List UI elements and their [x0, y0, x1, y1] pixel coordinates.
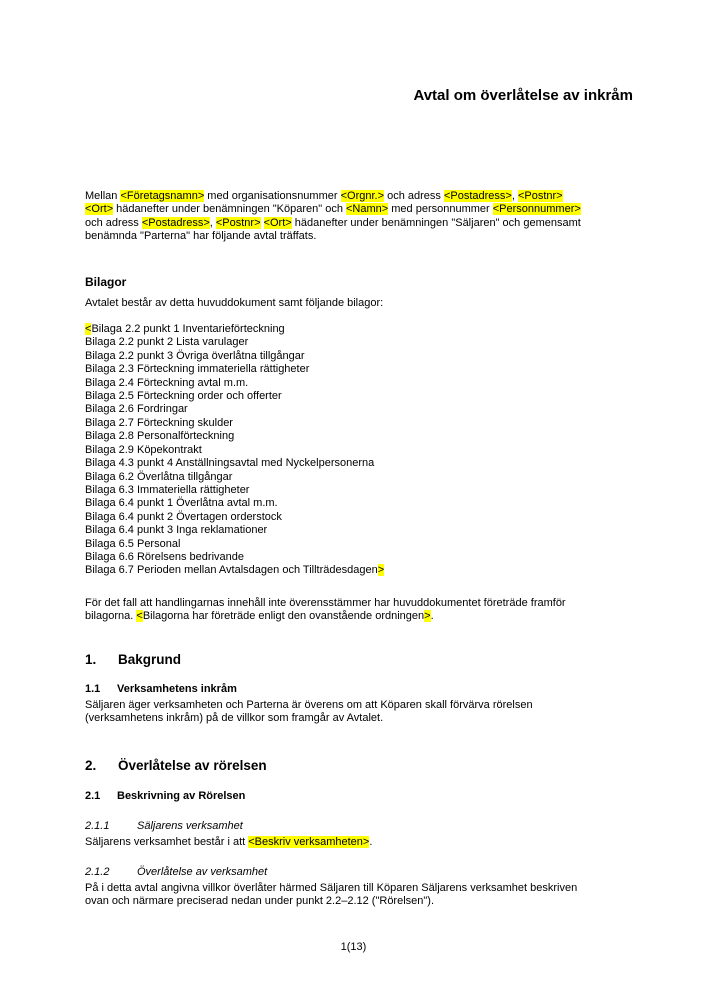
- bilaga-list-item: [85, 444, 633, 457]
- section-2-1-1-title: Säljarens verksamhet: [137, 820, 243, 833]
- bilaga-list-item: [85, 538, 633, 551]
- text-segment: ovan och närmare preciserad nedan under punkt 2.2–2.12 ("Rörelsen").: [85, 895, 435, 908]
- text-segment: För det fall att handlingarnas innehåll inte överensstämmer har huvuddokumentet företräde framför: [85, 596, 566, 609]
- text-segment: benämnda "Parterna" har följande avtal träffats.: [85, 230, 317, 243]
- bilaga-list-item: [85, 336, 633, 349]
- section-2-1-title: Beskrivning av Rörelsen: [117, 790, 246, 803]
- text-segment: Bilaga 2.9 Köpekontrakt: [85, 443, 202, 456]
- section-2-1-1-number: 2.1.1: [85, 820, 110, 833]
- bilagor-heading: Bilagor: [85, 274, 127, 289]
- bilaga-list-item: [85, 471, 633, 484]
- text-segment: Bilaga 6.4 punkt 1 Överlåtna avtal m.m.: [85, 497, 278, 510]
- bilaga-list-item: [85, 350, 633, 363]
- placeholder-highlight: <Beskriv verksamheten>: [248, 836, 370, 849]
- priority-paragraph: [85, 597, 633, 624]
- text-segment: Bilaga 6.4 punkt 2 Övertagen orderstock: [85, 510, 282, 523]
- bilaga-list-item: [85, 484, 633, 497]
- text-segment: (verksamhetens inkråm) på de villkor som framgår av Avtalet.: [85, 711, 384, 724]
- text-segment: Bilaga 2.4 Förteckning avtal m.m.: [85, 376, 249, 389]
- text-segment: Bilaga 2.7 Förteckning skulder: [85, 416, 233, 429]
- section-1-1-heading: [85, 682, 633, 696]
- placeholder-highlight: <Postnr>: [215, 216, 261, 229]
- section-2-1-heading: [85, 789, 633, 803]
- bilaga-list-item: [85, 323, 633, 336]
- text-segment: .: [430, 610, 434, 623]
- text-segment: och adress: [85, 216, 142, 229]
- text-segment: och adress: [384, 190, 444, 202]
- section-2-1-2-body: [85, 882, 633, 909]
- placeholder-highlight: <Företagsnamn>: [120, 190, 205, 202]
- text-segment: Bilaga 6.3 Immateriella rättigheter: [85, 483, 250, 496]
- text-segment: Bilaga 2.2 punkt 3 Övriga överlåtna tillgångar: [85, 349, 305, 362]
- placeholder-highlight: <Ort>: [85, 203, 114, 216]
- text-line: [85, 610, 633, 623]
- text-segment: med organisationsnummer: [204, 190, 341, 202]
- text-segment: På i detta avtal angivna villkor överlåter härmed Säljaren till Köparen Säljarens verksamhet beskriven: [85, 881, 578, 894]
- placeholder-highlight: <Personnummer>: [492, 203, 581, 216]
- section-2-1-2-heading: [85, 865, 633, 879]
- section-1-number: 1.: [85, 651, 97, 667]
- text-line: [85, 882, 633, 895]
- document-content: [85, 0, 633, 909]
- text-segment: Bilagorna har företräde enligt den ovanstående ordningen: [142, 610, 425, 623]
- text-segment: ,: [511, 190, 518, 202]
- section-1-title: Bakgrund: [118, 651, 182, 667]
- placeholder-highlight: <Postnr>: [517, 190, 563, 202]
- text-segment: ,: [209, 216, 216, 229]
- section-2-1-2-title: Överlåtelse av verksamhet: [137, 865, 268, 878]
- section-2-1-1-heading: [85, 819, 633, 833]
- text-segment: Bilaga 2.6 Fordringar: [85, 403, 188, 416]
- text-segment: Säljarens verksamhet består i att: [85, 836, 249, 849]
- intro-paragraph: [85, 190, 633, 244]
- placeholder-highlight: <Orgnr.>: [340, 190, 385, 202]
- text-segment: Bilaga 6.5 Personal: [85, 537, 181, 550]
- text-segment: hädanefter under benämningen "Köparen" och: [113, 203, 346, 216]
- bilaga-list-item: [85, 403, 633, 416]
- placeholder-highlight: <Postadress>: [141, 216, 210, 229]
- bilaga-list-item: [85, 551, 633, 564]
- text-segment: Bilaga 6.7 Perioden mellan Avtalsdagen och Tillträdesdagen: [85, 564, 378, 577]
- bilagor-list: [85, 323, 633, 578]
- text-segment: Mellan: [85, 190, 121, 202]
- bilaga-list-item: [85, 390, 633, 403]
- placeholder-highlight: <: [136, 610, 143, 623]
- section-1-1-title: Verksamhetens inkråm: [117, 682, 237, 695]
- text-line: [85, 230, 633, 243]
- placeholder-highlight: <: [85, 323, 92, 336]
- section-2-heading: [85, 757, 633, 774]
- section-1-1-body: [85, 699, 633, 726]
- text-segment: Bilaga 2.8 Personalförteckning: [85, 430, 235, 443]
- placeholder-highlight: >: [377, 564, 385, 577]
- text-segment: Bilaga 2.3 Förteckning immateriella rättigheter: [85, 363, 310, 376]
- text-segment: Säljaren äger verksamheten och Parterna är överens om att Köparen skall förvärva rörelsen: [85, 698, 533, 711]
- text-segment: Bilaga 6.2 Överlåtna tillgångar: [85, 470, 233, 483]
- section-2-1-1-body: [85, 836, 633, 849]
- section-2-title: Överlåtelse av rörelsen: [118, 758, 267, 774]
- text-segment: Bilaga 6.6 Rörelsens bedrivande: [85, 550, 244, 563]
- text-line: [85, 597, 633, 610]
- section-1-1-number: 1.1: [85, 682, 101, 695]
- placeholder-highlight: <Namn>: [346, 203, 389, 216]
- text-line: [85, 190, 633, 203]
- text-segment: hädanefter under benämningen "Säljaren" och gemensamt: [291, 216, 581, 229]
- placeholder-highlight: <Ort>: [263, 216, 292, 229]
- bilaga-list-item: [85, 511, 633, 524]
- document-title: Avtal om överlåtelse av inkråm: [413, 87, 633, 104]
- section-2-1-2-number: 2.1.2: [85, 865, 110, 878]
- text-line: [85, 203, 633, 216]
- section-2-number: 2.: [85, 758, 97, 774]
- bilaga-list-item: [85, 417, 633, 430]
- bilaga-list-item: [85, 564, 633, 577]
- page-number: 1(13): [340, 941, 367, 953]
- text-segment: Bilaga 2.2 punkt 2 Lista varulager: [85, 336, 249, 349]
- placeholder-highlight: >: [424, 610, 431, 623]
- placeholder-highlight: <Postadress>: [443, 190, 512, 202]
- bilaga-list-item: [85, 430, 633, 443]
- text-segment: .: [369, 836, 373, 849]
- text-line: [85, 217, 633, 230]
- section-2-1-number: 2.1: [85, 790, 101, 803]
- text-segment: Bilaga 2.5 Förteckning order och offerter: [85, 390, 282, 403]
- text-line: [85, 836, 633, 849]
- text-segment: med personnummer: [388, 203, 493, 216]
- text-line: [85, 895, 633, 908]
- text-segment: Bilaga 4.3 punkt 4 Anställningsavtal med Nyckelpersonerna: [85, 457, 375, 470]
- text-segment: bilagorna.: [85, 610, 137, 623]
- text-line: [85, 699, 633, 712]
- bilaga-list-item: [85, 377, 633, 390]
- bilagor-intro: Avtalet består av detta huvuddokument samt följande bilagor:: [85, 296, 384, 309]
- text-segment: Bilaga 6.4 punkt 3 Inga reklamationer: [85, 524, 268, 537]
- bilaga-list-item: [85, 524, 633, 537]
- text-segment: Bilaga 2.2 punkt 1 Inventarieförteckning: [91, 323, 285, 336]
- section-1-heading: [85, 651, 633, 668]
- text-line: [85, 712, 633, 725]
- bilaga-list-item: [85, 497, 633, 510]
- bilaga-list-item: [85, 457, 633, 470]
- bilaga-list-item: [85, 363, 633, 376]
